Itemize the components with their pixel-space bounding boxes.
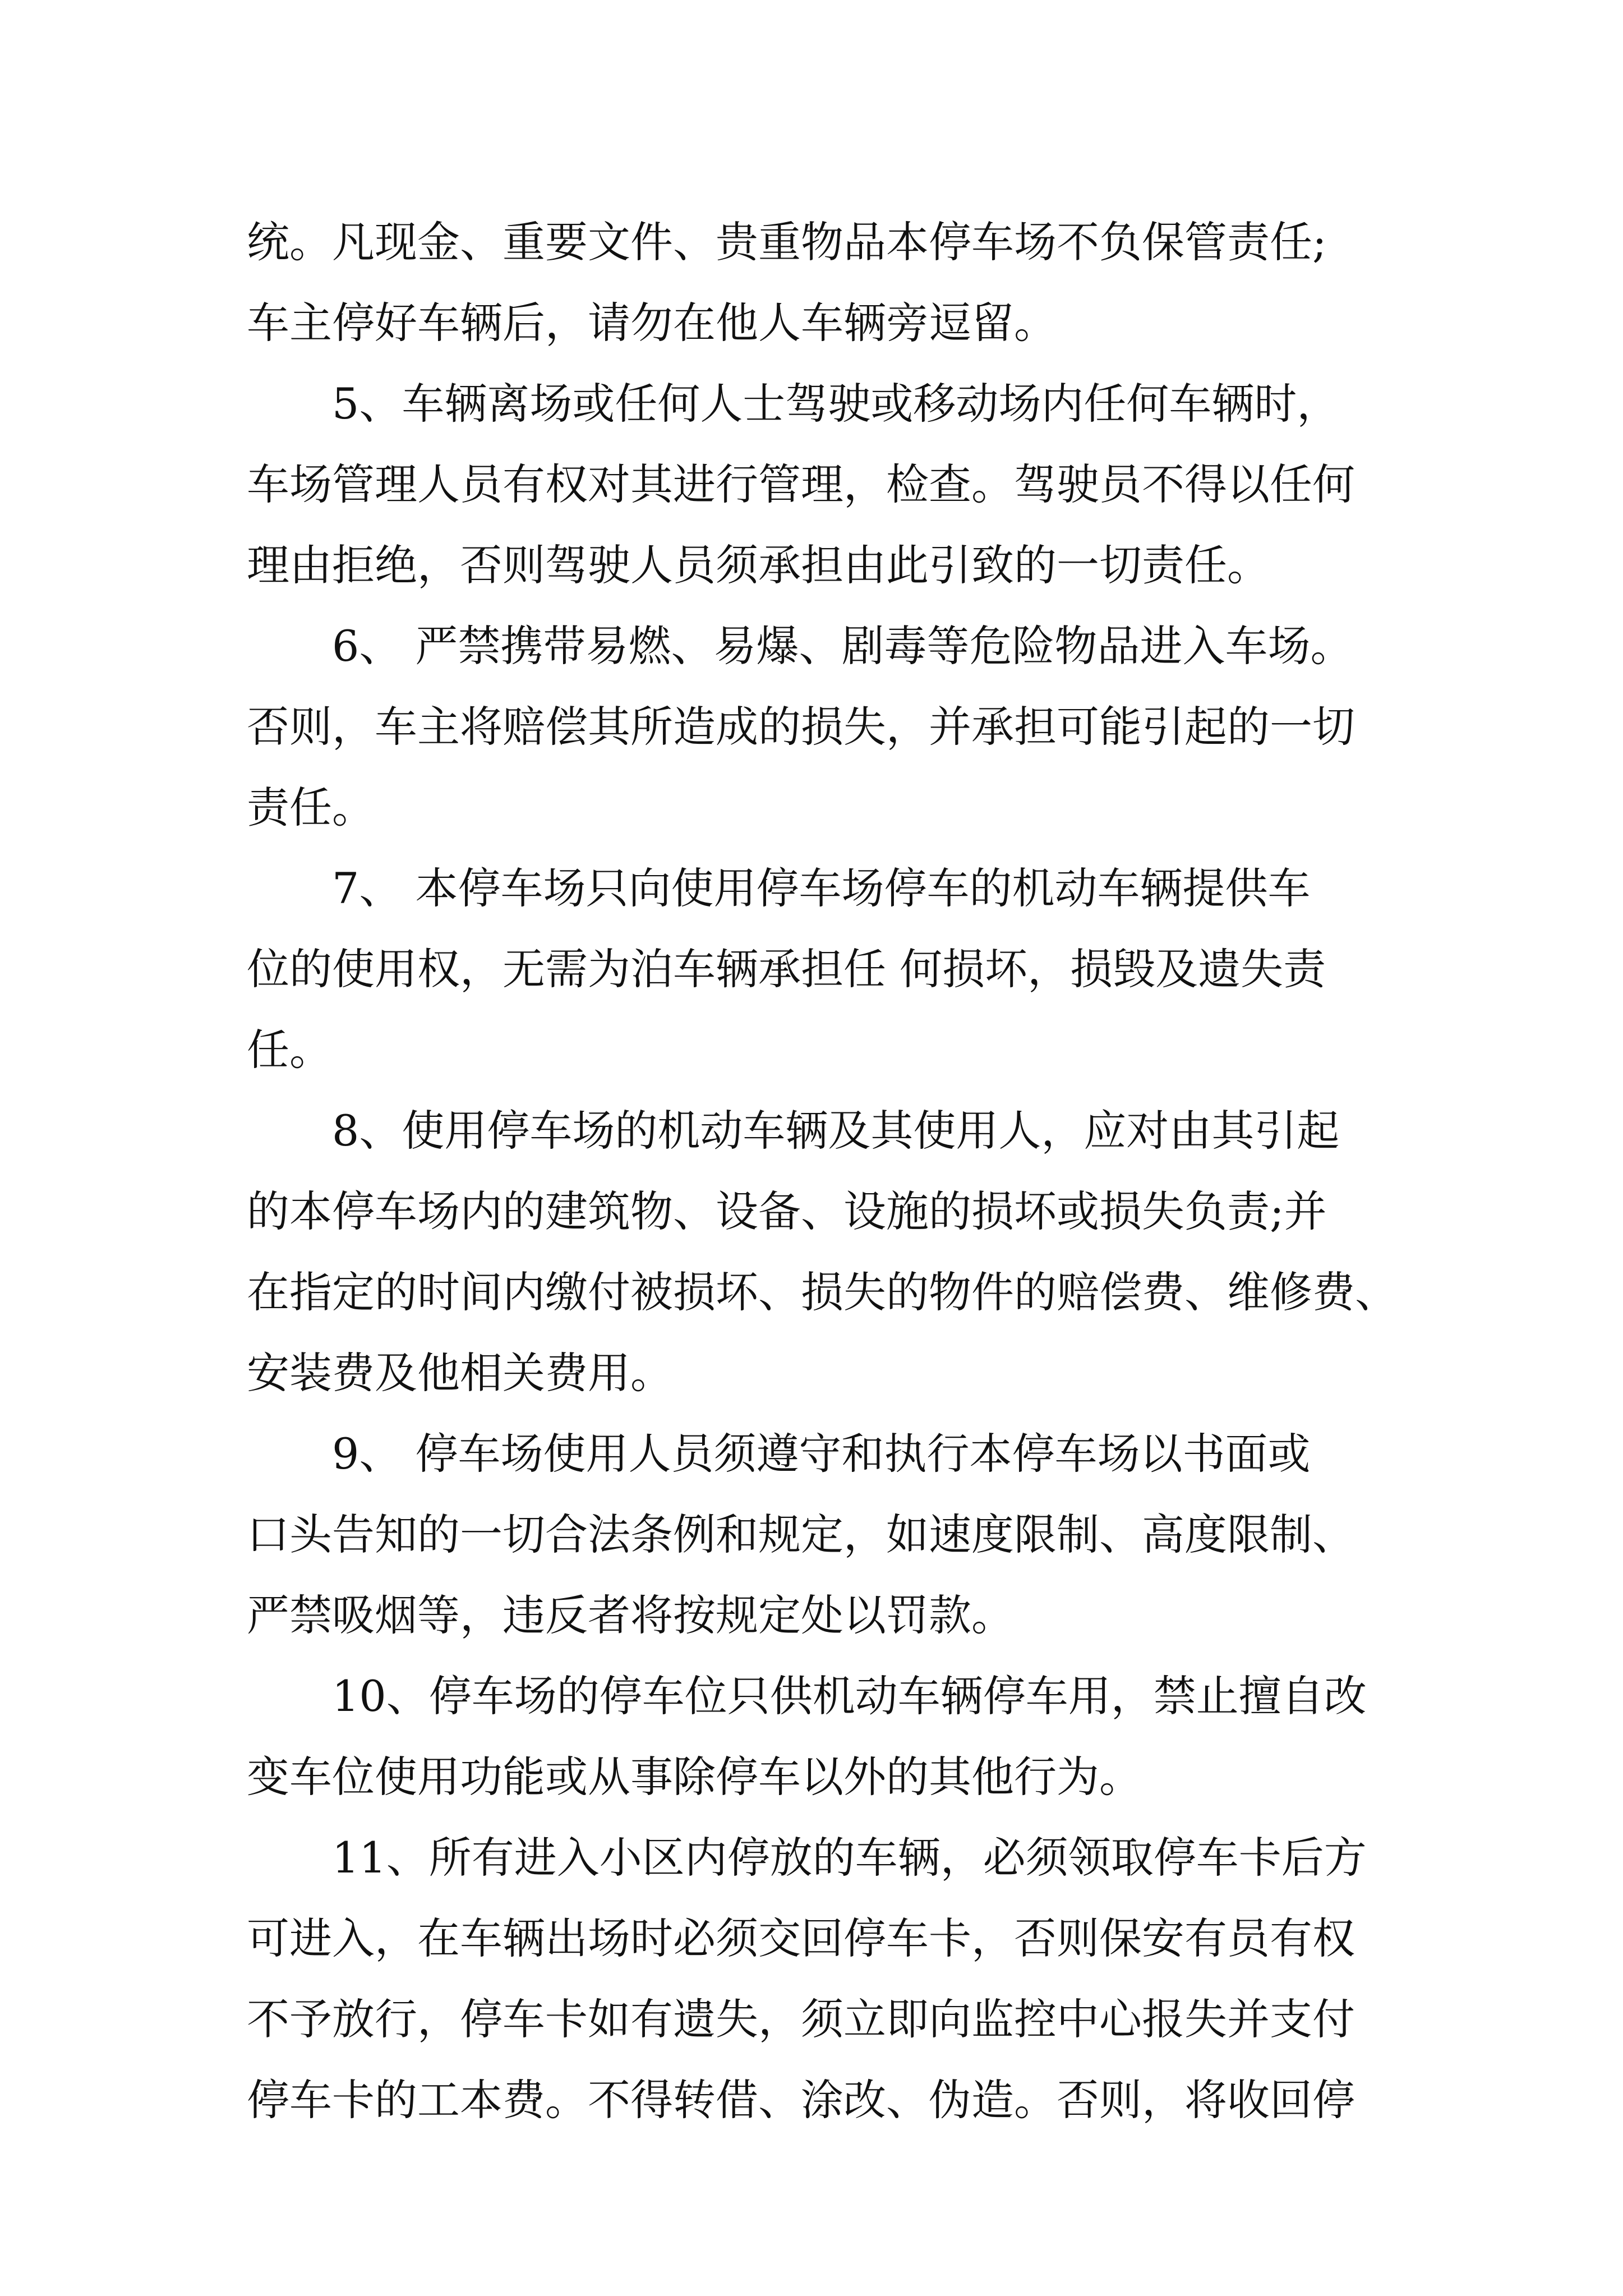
text-line: 口头告知的一切合法条例和规定，如速度限制、高度限制、 <box>247 1510 1355 1559</box>
text-line: 10、停车场的停车位只供机动车辆停车用，禁止擅自改 <box>332 1671 1367 1721</box>
text-line: 严禁吸烟等，违反者将按规定处以罚款。 <box>247 1590 1014 1640</box>
text-line: 位的使用权，无需为泊车辆承担任 何损坏，损毁及遗失责 <box>247 944 1326 994</box>
text-line: 的本停车场内的建筑物、设备、设施的损坏或损失负责;并 <box>247 1186 1327 1236</box>
text-line: 9、 停车场使用人员须遵守和执行本停车场以书面或 <box>332 1429 1311 1479</box>
text-line: 安装费及他相关费用。 <box>247 1348 673 1398</box>
text-line: 变车位使用功能或从事除停车以外的其他行为。 <box>247 1752 1142 1802</box>
text-line: 任。 <box>247 1025 332 1075</box>
text-line: 否则，车主将赔偿其所造成的损失，并承担可能引起的一切 <box>247 702 1355 752</box>
text-line: 停车卡的工本费。不得转借、涂改、伪造。否则，将收回停 <box>247 2075 1355 2125</box>
text-line: 车场管理人员有权对其进行管理，检查。驾驶员不得以任何 <box>247 459 1355 509</box>
text-line: 8、使用停车场的机动车辆及其使用人，应对由其引起 <box>332 1106 1340 1156</box>
text-line: 责任。 <box>247 783 375 832</box>
text-line: 车主停好车辆后，请勿在他人车辆旁逗留。 <box>247 298 1057 348</box>
text-line: 理由拒绝，否则驾驶人员须承担由此引致的一切责任。 <box>247 540 1270 590</box>
text-line: 在指定的时间内缴付被损坏、损失的物件的赔偿费、维修费、 <box>247 1267 1398 1317</box>
text-line: 可进入，在车辆出场时必须交回停车卡，否则保安有员有权 <box>247 1913 1355 1963</box>
text-line: 5、车辆离场或任何人士驾驶或移动场内任何车辆时， <box>332 379 1340 429</box>
text-line: 6、 严禁携带易燃、易爆、剧毒等危险物品进入车场。 <box>332 621 1353 671</box>
text-line: 统。凡现金、重要文件、贵重物品本停车场不负保管责任; <box>247 217 1327 267</box>
text-line: 7、 本停车场只向使用停车场停车的机动车辆提供车 <box>332 863 1311 913</box>
body-text <box>247 202 1398 2141</box>
text-line: 不予放行，停车卡如有遗失，须立即向监控中心报失并支付 <box>247 1994 1355 2044</box>
text-line: 11、所有进入小区内停放的车辆，必须领取停车卡后方 <box>332 1833 1367 1883</box>
